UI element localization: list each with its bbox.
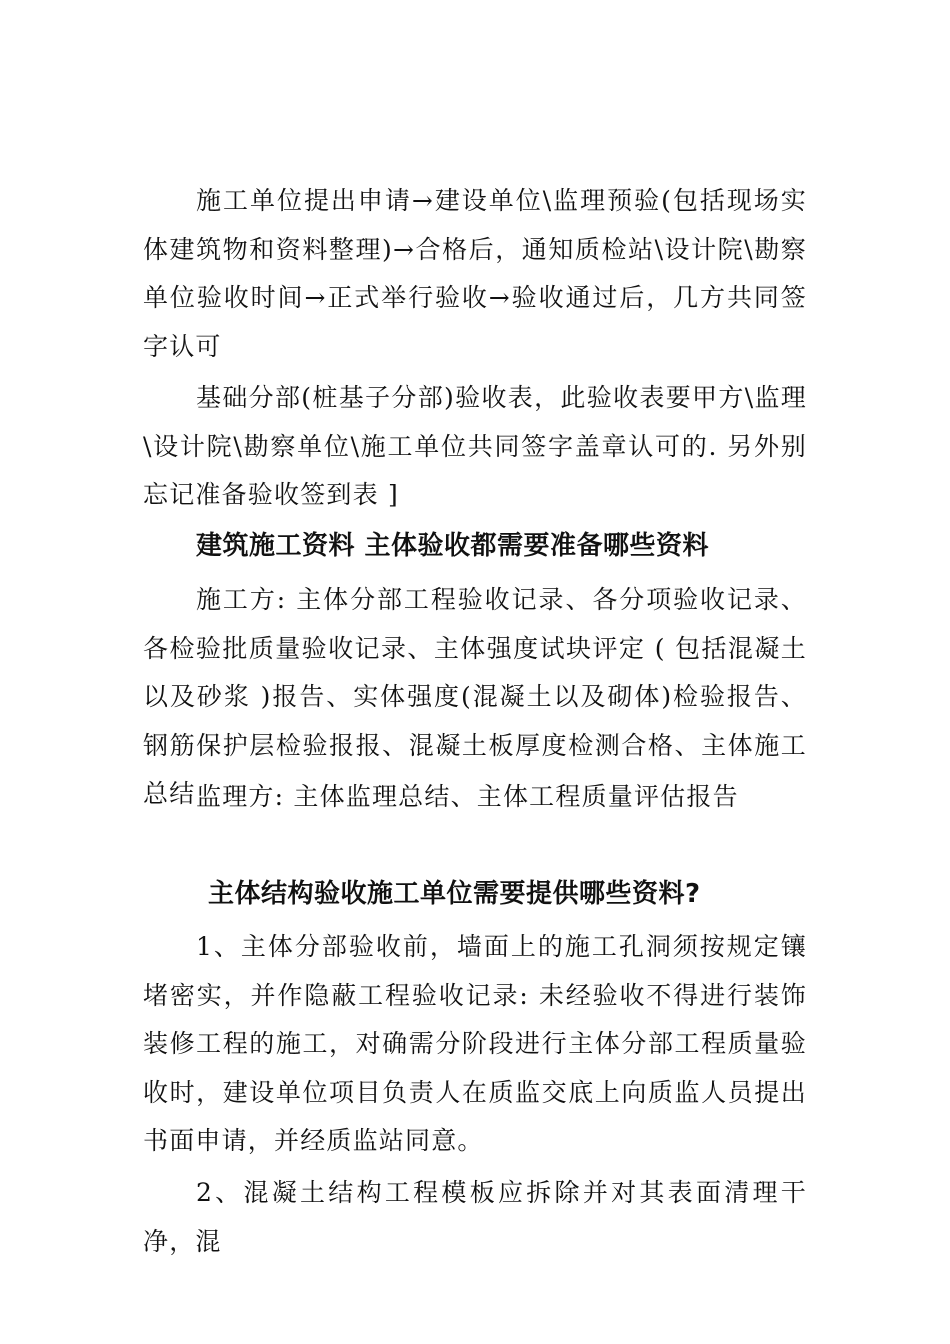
heading-main-acceptance-materials: 建筑施工资料 主体验收都需要准备哪些资料 — [196, 531, 710, 561]
paragraph-item-2: 2、混凝土结构工程模板应拆除并对其表面清理干净，混 — [143, 1178, 807, 1256]
paragraph-supervisor-materials: 监理方: 主体监理总结、主体工程质量评估报告 — [196, 782, 739, 811]
paragraph-item-1: 1、主体分部验收前，墙面上的施工孔洞须按规定镶堵密实，并作隐蔽工程验收记录: 未经验收不得进行装饰装修工程的施工，对确需分阶段进行主体分部工程质量验收时，建设单位项目负责人在质监交底上向质监人员提出书面申请，并经质监站同意。 — [143, 932, 807, 1155]
paragraph-contractor-materials: 施工方: 主体分部工程验收记录、各分项验收记录、各检验批质量验收记录、主体强度试块评定 ( 包括混凝土以及砂浆 )报告、实体强度(混凝土以及砌体)检验报告、钢筋保护层检验报报、混凝土板厚度检测合格、主体施工总结 — [143, 585, 807, 808]
paragraph-foundation-acceptance: 基础分部(桩基子分部)验收表，此验收表要甲方\监理\设计院\勘察单位\施工单位共同签字盖章认可的. 另外别忘记准备验收签到表 ] — [143, 383, 807, 509]
paragraph-acceptance-process: 施工单位提出申请→建设单位\监理预验(包括现场实体建筑物和资料整理)→合格后，通知质检站\设计院\勘察单位验收时间→正式举行验收→验收通过后，几方共同签字认可 — [143, 186, 807, 361]
heading-contractor-required-materials: 主体结构验收施工单位需要提供哪些资料? — [208, 879, 701, 909]
